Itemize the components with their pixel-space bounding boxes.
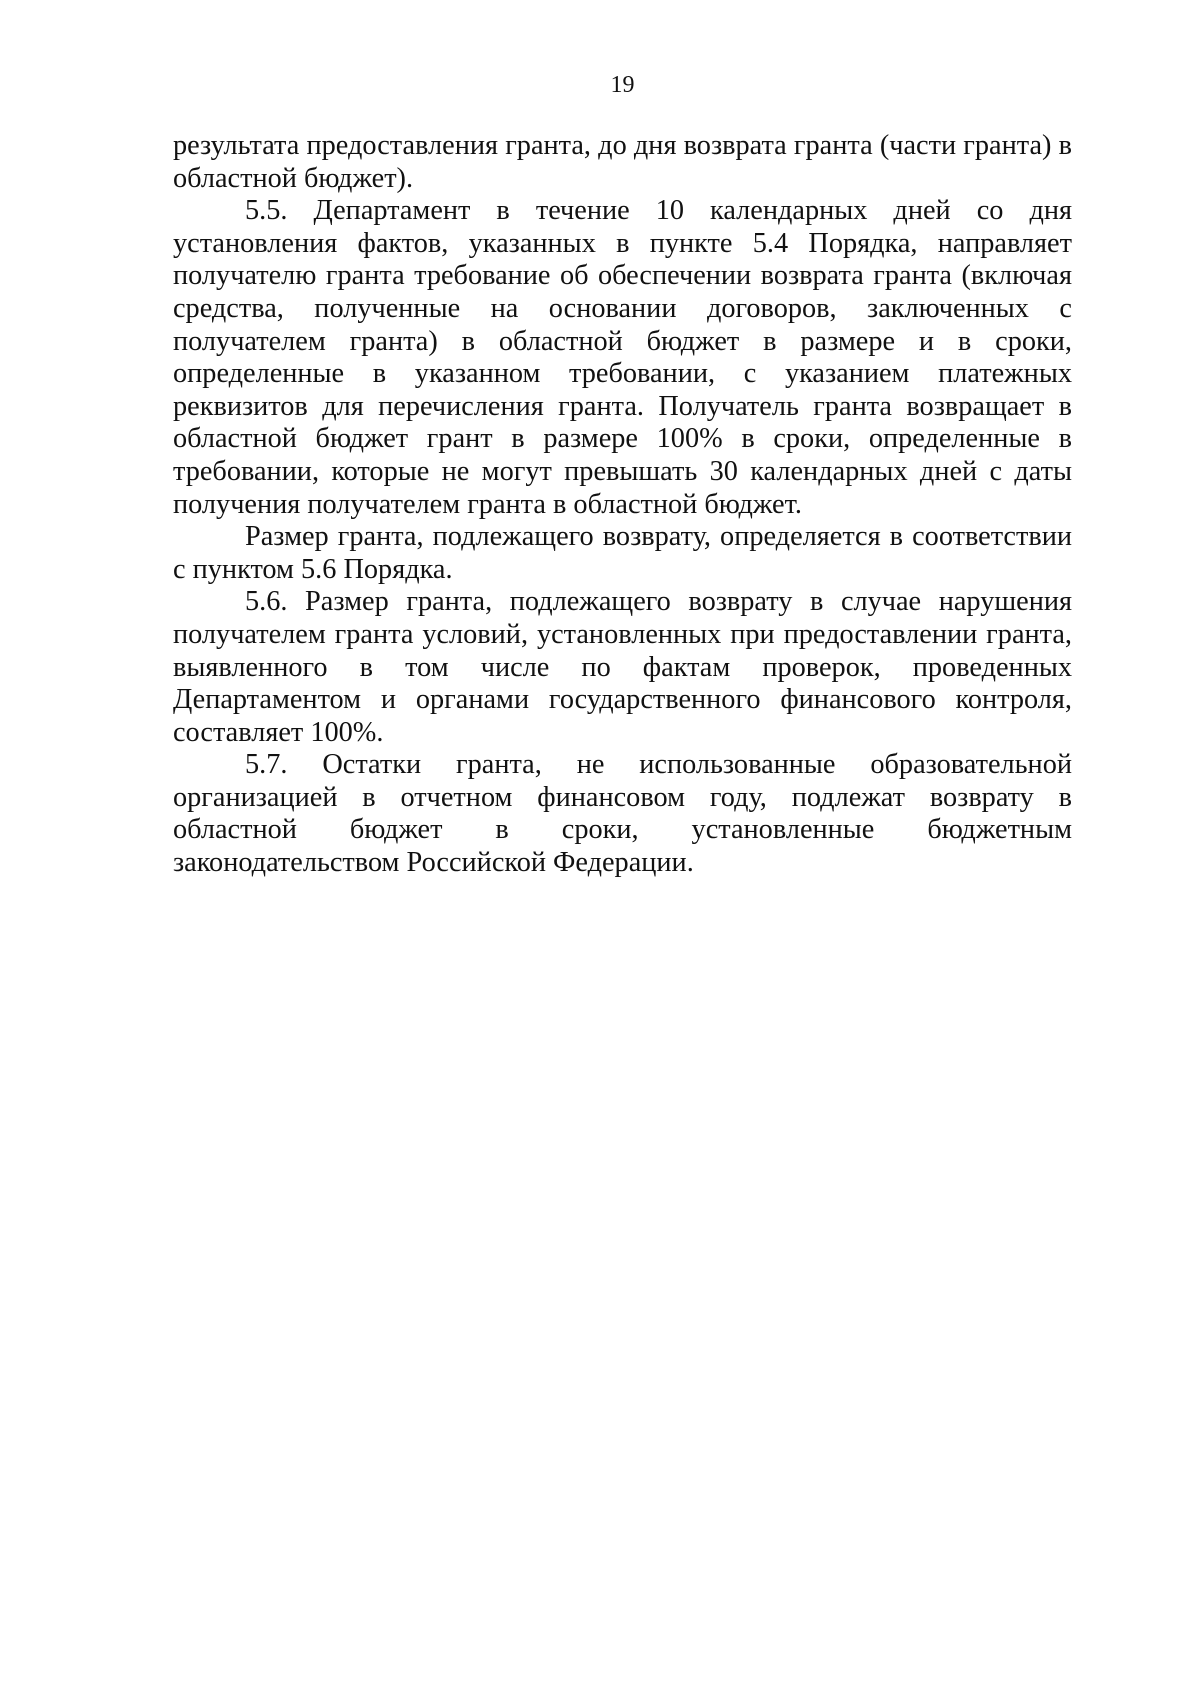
- paragraph-grant-size: Размер гранта, подлежащего возврату, определяется в соответствии с пунктом 5.6 Порядка.: [173, 521, 1072, 585]
- document-body: [173, 130, 1072, 880]
- paragraph-item-5-6: 5.6. Размер гранта, подлежащего возврату в случае нарушения получателем гранта условий, установленных при предоставлении гранта, выявленного в том числе по фактам проверок, проведенных Департаментом и органами государственного финансового контроля, составляет 100%.: [173, 586, 1072, 748]
- paragraph-continuation: результата предоставления гранта, до дня возврата гранта (части гранта) в областной бюджет).: [173, 130, 1072, 194]
- paragraph-item-5-5: 5.5. Департамент в течение 10 календарных дней со дня установления фактов, указанных в пункте 5.4 Порядка, направляет получателю гранта требование об обеспечении возврата гранта (включая средства, полученные на основании договоров, заключенных с получателем гранта) в областной бюджет в размере и в сроки, определенные в указанном требовании, с указанием платежных реквизитов для перечисления гранта. Получатель гранта возвращает в областной бюджет грант в размере 100% в сроки, определенные в требовании, которые не могут превышать 30 календарных дней с даты получения получателем гранта в областной бюджет.: [173, 195, 1072, 520]
- paragraph-item-5-7: 5.7. Остатки гранта, не использованные образовательной организацией в отчетном финансовом году, подлежат возврату в областной бюджет в сроки, установленные бюджетным законодательством Российской Федерации.: [173, 749, 1072, 879]
- page-number: 19: [610, 72, 635, 98]
